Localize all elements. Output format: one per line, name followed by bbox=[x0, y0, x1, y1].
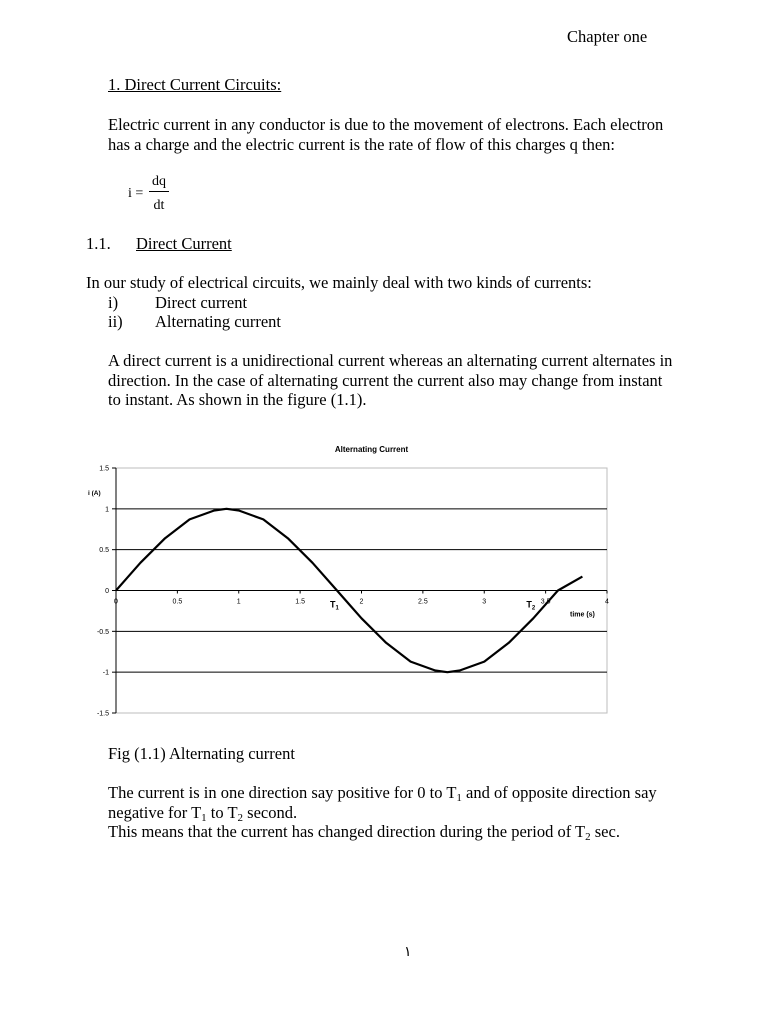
y-tick-label: -1.5 bbox=[96, 710, 109, 718]
section-heading: 1. Direct Current Circuits: bbox=[108, 75, 282, 94]
description-text: negative for T bbox=[108, 803, 202, 822]
y-axis-label: i (A) bbox=[88, 490, 101, 497]
paragraph-line: direction. In the case of alternating current the current also may change from instant bbox=[108, 371, 663, 390]
y-tick-label: -1 bbox=[102, 669, 109, 677]
x-tick-label: 3.5 bbox=[540, 598, 551, 606]
x-tick-label: 3 bbox=[482, 598, 487, 606]
subscript: 1 bbox=[456, 792, 462, 804]
x-tick-label: 1 bbox=[236, 598, 241, 606]
x-tick-label: 0 bbox=[114, 598, 118, 606]
x-axis-label: time (s) bbox=[570, 611, 595, 619]
subsection-title: Direct Current bbox=[136, 234, 232, 253]
paragraph-line: Electric current in any conductor is due to the movement of electrons. Each electron bbox=[108, 115, 664, 134]
y-tick-label: 1 bbox=[105, 506, 109, 514]
description-line bbox=[108, 783, 657, 803]
description-text: The current is in one direction say positive for 0 to T bbox=[108, 783, 457, 802]
x-tick-label: 1.5 bbox=[295, 598, 305, 606]
formula-lhs: i = bbox=[128, 186, 144, 201]
x-tick-label: 0.5 bbox=[172, 598, 183, 606]
subscript: 2 bbox=[237, 812, 244, 824]
x-tick-label: 2.5 bbox=[418, 598, 428, 606]
formula-fraction bbox=[149, 174, 169, 214]
subscript: 1 bbox=[201, 812, 207, 824]
description-text: This means that the current has changed direction during the period of T bbox=[108, 822, 586, 841]
annotation-subscript: 1 bbox=[335, 605, 339, 612]
annotation-label bbox=[330, 600, 340, 612]
chapter-header: Chapter one bbox=[567, 27, 648, 46]
paragraph-line: A direct current is a unidirectional current whereas an alternating current alternates in bbox=[108, 351, 673, 370]
list-item-text: Direct current bbox=[155, 293, 248, 312]
formula-denominator: dt bbox=[153, 198, 165, 213]
x-tick-label: 4 bbox=[605, 598, 609, 606]
chart-title: Alternating Current bbox=[334, 445, 409, 454]
description-text: sec. bbox=[590, 822, 620, 841]
y-tick-label: 0 bbox=[105, 588, 109, 595]
description-text: and of opposite direction say bbox=[461, 783, 657, 802]
annotation-letter: T bbox=[526, 599, 532, 610]
list-item-text: Alternating current bbox=[155, 312, 281, 331]
annotation-letter: T bbox=[329, 599, 336, 610]
annotation-subscript: 2 bbox=[531, 605, 536, 612]
subscript: 2 bbox=[585, 831, 591, 843]
paragraph-line: to instant. As shown in the figure (1.1). bbox=[108, 390, 367, 409]
figure-caption: Fig (1.1) Alternating current bbox=[108, 744, 295, 763]
list-item-marker: i) bbox=[108, 293, 119, 312]
description-text: to T bbox=[206, 803, 238, 822]
list-item-marker: ii) bbox=[108, 312, 123, 331]
subsection-number: 1.1. bbox=[86, 234, 111, 253]
y-tick-label: 0.5 bbox=[99, 547, 109, 555]
description-line bbox=[108, 822, 620, 842]
intro-line: In our study of electrical circuits, we mainly deal with two kinds of currents: bbox=[86, 273, 592, 292]
paragraph-line: has a charge and the electric current is the rate of flow of this charges q then: bbox=[108, 135, 616, 154]
x-tick-label: 2 bbox=[359, 598, 364, 606]
y-tick-label: -0.5 bbox=[96, 628, 109, 636]
annotation-label bbox=[526, 600, 536, 612]
description-text: second. bbox=[243, 803, 298, 822]
page-number: ١ bbox=[404, 945, 412, 960]
description-line bbox=[108, 803, 297, 823]
alternating-current-chart bbox=[80, 438, 620, 728]
formula-numerator: dq bbox=[149, 174, 169, 192]
y-tick-label: 1.5 bbox=[99, 465, 109, 473]
